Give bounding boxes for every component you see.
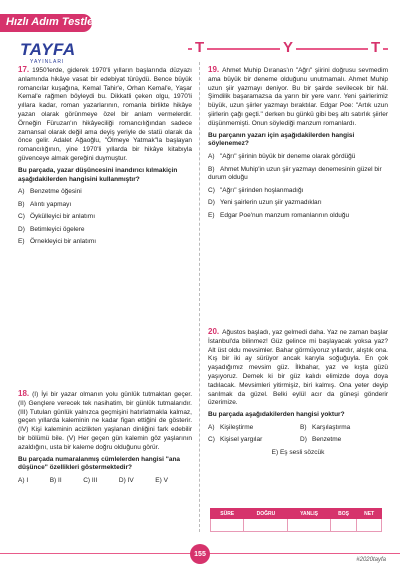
tyt-letter-t1: T	[192, 39, 207, 56]
question-19-text	[208, 66, 388, 129]
tyt-letter-y: Y	[280, 39, 296, 56]
question-18	[18, 390, 192, 486]
score-cell-sure[interactable]	[211, 519, 244, 532]
q17-option-e[interactable]: E) Örnekleyici bir anlatımı	[18, 237, 97, 245]
score-header-bos: BOŞ	[330, 509, 357, 519]
q18-option-a[interactable]: A) I	[18, 477, 29, 485]
header-title: Hızlı Adım Testleri	[6, 16, 101, 28]
question-18-stem: Bu parçada numaralanmış cümlelerden hangisi "ana düşünce" özellikleri göstermektedir?	[18, 455, 181, 472]
question-20-text	[208, 328, 388, 408]
tyt-letter-t2: T	[368, 39, 383, 56]
score-header-dogru: DOĞRU	[244, 509, 288, 519]
q20-options	[208, 424, 388, 445]
q18-options	[18, 477, 168, 486]
q20-option-d[interactable]: D) Benzetme	[300, 436, 342, 444]
logo-main-text: TAYFA	[20, 40, 76, 59]
score-cell-bos[interactable]	[330, 519, 357, 532]
q20-option-a[interactable]: A) Kişileştirme	[208, 423, 254, 431]
score-cell-yanlis[interactable]	[288, 519, 330, 532]
question-18-body: (I) İyi bir yazar olmanın yolu günlük tutmaktan geçer. (II) Gençlere verecek tek nasihatim, bir günlük tutmalarıdır. (III) Tutulan günlük yalnızca geçmişini hatırlatmakla kalmaz, geçen yıllarda kaleminin ne kadar figan ettiğini de gösterir. (IV) Kişi kaleminin acizlikten yaşlanan dinliğini fark edebilir bir bölümü bile. (V) Her geçen gün kalemin göz yaşlarının azaldığını, usta bir kaleme doğru olduğunu görür.	[18, 391, 192, 451]
question-20-number: 20.	[208, 327, 220, 336]
q20-option-c[interactable]: C) Kişisel yargılar	[208, 436, 263, 444]
score-header-net: NET	[357, 509, 382, 519]
question-18-text	[18, 390, 192, 453]
question-20-stem: Bu parçada aşağıdakilerden hangisi yoktur?	[208, 411, 345, 419]
question-19-stem: Bu parçanın yazarı için aşağıdakilerden hangisi söylenemez?	[208, 131, 355, 148]
q20-option-e[interactable]: E) Eş sesli sözcük	[271, 448, 325, 456]
score-header-yanlis: YANLIŞ	[288, 509, 330, 519]
q18-option-e[interactable]: E) V	[155, 477, 168, 485]
q18-option-b[interactable]: B) II	[49, 477, 62, 485]
score-table-row	[211, 519, 382, 532]
logo-sub-text: YAYINLARI	[30, 59, 65, 65]
question-19-body: Ahmet Muhip Dıranas'ın "Ağrı" şiirini doğrusu sevmedim ama büyük bir deneme olduğunu unutmamalı. Ahmet Muhip uzun şiir yazmayı deniyor. Bu bir şairde sevilecek bir hâl. Şimdilik başaramazsa da yarın bir yere varır. Yeni şairlerimiz büyük, uzun şiirler yazmayı bıraktılar. Edgar Poe: "Artık uzun şiirlerin çağı geçti." derken bu günkü gibi beş altı satırlık şiirler düşünmemişti. Onun söylediği manzum romanlardı.	[208, 67, 388, 127]
question-17-text	[18, 66, 192, 164]
tyt-banner	[188, 41, 388, 57]
column-divider	[199, 62, 200, 532]
score-cell-net[interactable]	[357, 519, 382, 532]
question-19-number: 19.	[208, 65, 220, 74]
question-17-number: 17.	[18, 65, 30, 74]
score-cell-dogru[interactable]	[244, 519, 288, 532]
footer-hashtag: #2020tayfa	[356, 557, 386, 563]
header-bar	[0, 14, 101, 32]
q19-option-b[interactable]: B) Ahmet Muhip'in uzun şiir yazmayı denemesinin güzel bir durum olduğu	[208, 165, 382, 182]
q19-option-c[interactable]: C) "Ağrı" şiirinden hoşlanmadığı	[208, 186, 304, 194]
page-number: 155	[190, 544, 210, 564]
question-19	[208, 66, 388, 224]
q17-option-a[interactable]: A) Benzetme öğesini	[18, 188, 82, 196]
q17-option-d[interactable]: D) Betimleyici ögelere	[18, 225, 85, 233]
question-18-number: 18.	[18, 389, 30, 398]
question-17-body: 1950'lerde, giderek 1970'li yılların başlarında düzyazı anlamında hikâye vasat bir edebiyat türüydü. Bence büyük romancılar kuşağına, Kemal Tahir'e, Orhan Kemal'e, Yaşar Kemal'e rağmen böyleydi bu. Dikkatli çeken olgu, 1970'li yıllara kadar, roman yazarlarının, romanla birlikte hikâye yazan olarak görünmeye özel bir anlam vermelerdir. Örneğin Füruzan'ın hikâyeciliği romancılığından sadece zamansal olarak değil ama deyiş yeriyle de statü olarak da önce gelir. Adalet Ağaoğlu, "Ölmeye Yatmak"la başlayan romancılığının, yine 1970'li yıllarda bir hikâye kitabıyla güvenceye almak gereğini duymuştur.	[18, 67, 192, 162]
question-17	[18, 66, 192, 250]
question-20	[208, 328, 388, 458]
q19-option-e[interactable]: E) Edgar Poe'nun manzum romanlarının olduğu	[208, 211, 350, 219]
q19-option-d[interactable]: D) Yeni şairlerin uzun şiir yazmadıkları	[208, 199, 322, 207]
q18-option-d[interactable]: D) IV	[118, 477, 134, 485]
score-table	[210, 508, 382, 532]
question-17-stem: Bu parçada, yazar düşüncesini inandırıcı kılmakiçin aşağıdakilerden hangisini kullanmıştır?	[18, 166, 178, 183]
score-table-header	[211, 509, 382, 519]
score-header-sure: SÜRE	[211, 509, 244, 519]
q17-option-b[interactable]: B) Alıntı yapmayı	[18, 200, 72, 208]
q17-option-c[interactable]: C) Öykülleyici bir anlatımı	[18, 213, 96, 221]
q20-option-b[interactable]: B) Karşılaştırma	[300, 423, 351, 431]
q19-option-a[interactable]: A) "Ağrı" şiirinin büyük bir deneme olarak gördüğü	[208, 153, 356, 161]
question-20-body: Ağustos başladı, yaz gelmedi daha. Yaz ne zaman başlar İstanbul'da bilinmez! Güz gelince mi başlayacak yoksa yaz? Alt üst oldu mevsimler. Bahar görmüyoruz yıllardır, alıştık ona. Kış bir iki ay sürüyor ancak karıyla soğuğuyla. En çok yaşadığımız mevsim güz. İlkbahar, yaz ve kışta güzü yaşıyoruz. Demek ki bir güz kalıdı elimizde doya doya tadılacak. Mevsimleri yitirmişiz, biri kalmış. Ona yeter deyip sarılmak da güzel. Belki eylül acır da güneşi gönderir üzerimize.	[208, 329, 388, 407]
q18-option-c[interactable]: C) III	[83, 477, 98, 485]
publisher-logo	[20, 40, 90, 66]
